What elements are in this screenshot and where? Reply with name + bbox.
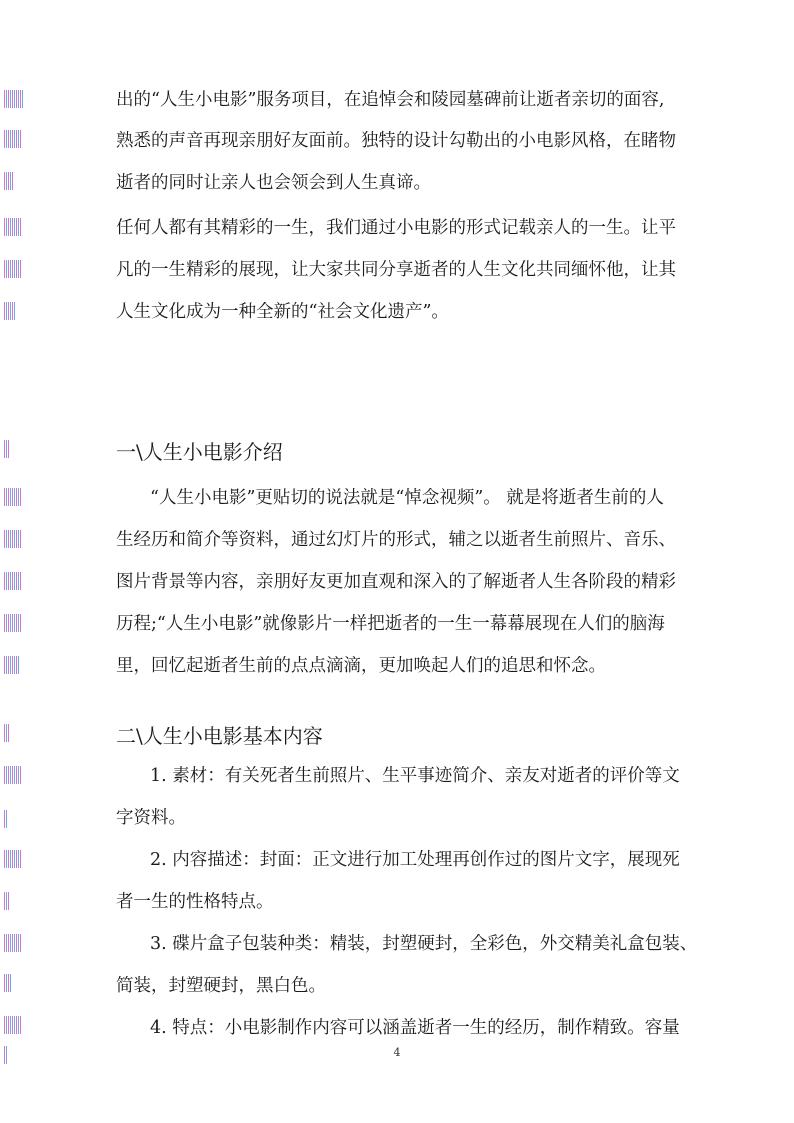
margin-mark xyxy=(4,850,22,868)
margin-mark xyxy=(4,130,22,148)
list-item-line: 3. 碟片盒子包装种类：精装，封塑硬封，全彩色，外交精美礼盒包装、 xyxy=(150,934,698,954)
paragraph-line: 逝者的同时让亲人也会领会到人生真谛。 xyxy=(116,173,431,193)
margin-mark xyxy=(4,766,22,784)
paragraph-line: 图片背景等内容，亲朋好友更加直观和深入的了解逝者人生各阶段的精彩 xyxy=(116,572,676,592)
list-item-line: 2. 内容描述：封面：正文进行加工处理再创作过的图片文字，展现死 xyxy=(150,850,680,870)
margin-mark xyxy=(4,1016,22,1034)
margin-mark xyxy=(4,934,22,952)
margin-mark xyxy=(4,440,10,458)
margin-mark xyxy=(4,892,9,910)
margin-mark xyxy=(4,572,22,590)
paragraph-line: 任何人都有其精彩的一生，我们通过小电影的形式记载亲人的一生。让平 xyxy=(116,218,676,238)
list-item-line: 4. 特点：小电影制作内容可以涵盖逝者一生的经历，制作精致。容量 xyxy=(150,1018,680,1038)
margin-mark xyxy=(4,172,14,190)
paragraph-line: “人生小电影”更贴切的说法就是“悼念视频”。 就是将逝者生前的人 xyxy=(150,488,664,508)
section-heading: 二\人生小电影基本内容 xyxy=(116,724,323,748)
margin-mark xyxy=(4,974,12,992)
margin-mark xyxy=(4,218,22,236)
margin-mark xyxy=(4,530,22,548)
paragraph-line: 出的“人生小电影”服务项目，在追悼会和陵园墓碑前让逝者亲切的面容, xyxy=(116,90,665,110)
margin-mark xyxy=(4,90,24,108)
paragraph-line: 生经历和简介等资料，通过幻灯片的形式，辅之以逝者生前照片、音乐、 xyxy=(116,530,676,550)
margin-mark xyxy=(4,260,22,278)
list-item-line: 1. 素材：有关死者生前照片、生平事迹简介、亲友对逝者的评价等文 xyxy=(150,766,680,786)
margin-mark xyxy=(4,656,20,674)
margin-mark xyxy=(4,724,10,742)
paragraph-line: 熟悉的声音再现亲朋好友面前。独特的设计勾勒出的小电影风格，在睹物 xyxy=(116,131,676,151)
list-item-line: 字资料。 xyxy=(116,808,186,828)
paragraph-line: 里，回忆起逝者生前的点点滴滴，更加唤起人们的追思和怀念。 xyxy=(116,656,606,676)
margin-mark xyxy=(4,302,16,320)
paragraph-line: 凡的一生精彩的展现，让大家共同分享逝者的人生文化共同缅怀他，让其 xyxy=(116,260,676,280)
margin-mark xyxy=(4,810,7,828)
list-item-line: 简装，封塑硬封，黑白色。 xyxy=(116,976,326,996)
margin-mark xyxy=(4,488,22,506)
paragraph-line: 人生文化成为一种全新的“社会文化遗产”。 xyxy=(116,302,449,322)
section-heading: 一\人生小电影介绍 xyxy=(116,440,283,464)
page-number: 4 xyxy=(393,1046,401,1059)
list-item-line: 者一生的性格特点。 xyxy=(116,892,274,912)
margin-mark xyxy=(4,614,22,632)
paragraph-line: 历程;“人生小电影”就像影片一样把逝者的一生一幕幕展现在人们的脑海 xyxy=(116,614,665,634)
